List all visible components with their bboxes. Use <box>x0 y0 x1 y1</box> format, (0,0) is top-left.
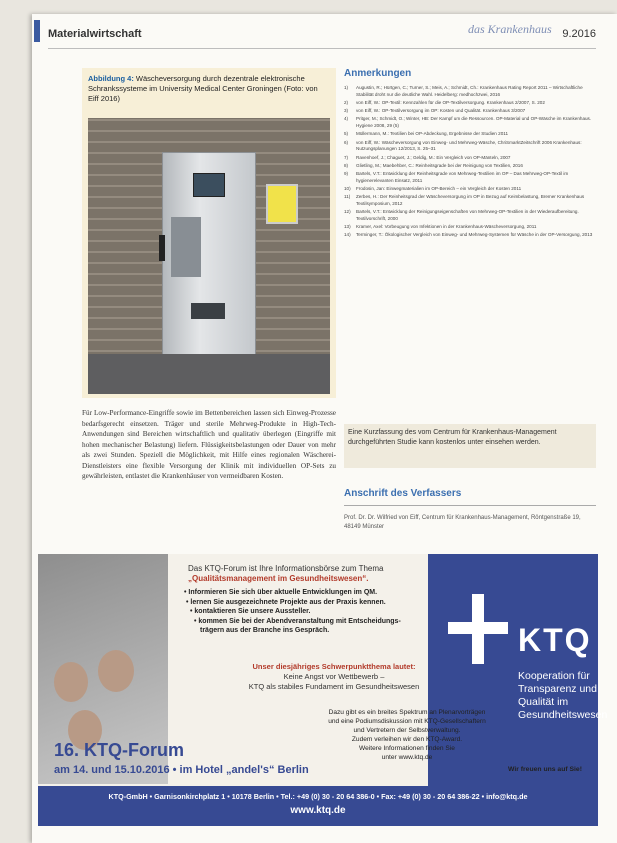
reference-item: 12) Bartels, V.T.: Entwicklung der Reinigungseigenschaften von Mehrweg-OP-Textilien in der Wiederaufbereitung. Textilvorschrift, 2000 <box>344 209 579 221</box>
ad-focus <box>224 662 444 692</box>
address-title: Anschrift des Verfassers <box>344 488 462 499</box>
annotations-title: Anmerkungen <box>344 68 412 79</box>
ad-website-link[interactable]: www.ktq.de <box>290 805 346 816</box>
ad-bullet: • kontaktieren Sie unsere Aussteller. <box>190 608 311 615</box>
header-divider <box>48 48 596 49</box>
ad-detail-line: Zudem verleihen wir den KTQ-Award. <box>351 736 463 743</box>
ad-contact: KTQ-GmbH • Garnisonkirchplatz 1 • 10178 Berlin • Tel.: +49 (0) 30 - 20 64 386-0 • Fax: +49 (0) 30 - 20 64 386-22 • info@ktq.de <box>108 792 528 801</box>
ad-thanks: Wir freuen uns auf Sie! <box>508 766 582 773</box>
figure-caption-text: Wäscheversorgung durch dezentrale elektronische Schrankssysteme im University Medical Center Groningen (Foto: von Eiff 2016) <box>88 74 318 103</box>
ad-footer <box>38 786 598 826</box>
cabinet-handset <box>159 235 165 261</box>
person-face <box>54 662 88 702</box>
author-address: Prof. Dr. Dr. Wilfried von Eiff, Centrum für Krankenhaus-Management, Röntgenstraße 19, 48149 Münster <box>344 515 581 530</box>
ad-focus-line: Keine Angst vor Wettbewerb – <box>283 672 385 681</box>
ktq-advertisement <box>38 554 608 826</box>
reference-item: 10) Frodosin, Jan: Einwegmaterialien im OP-Bereich – ein Vergleich der Kosten 2011 <box>344 185 522 191</box>
ad-bullet: • kommen Sie bei der Abendveranstaltung mit Entscheidungs- <box>194 617 401 625</box>
ad-detail-line: und eine Podiumsdiskussion mit KTQ-Gesellschaftern <box>328 718 486 725</box>
ktq-claim: Kooperation für Transparenz und Qualität im Gesundheitswesen <box>518 670 608 721</box>
ad-bullet: • Informieren Sie sich über aktuelle Entwicklungen im QM. <box>184 589 378 596</box>
section-title: Materialwirtschaft <box>48 28 142 40</box>
ad-bullet-list <box>176 588 436 636</box>
reference-item: 13) Kramer, Axel: Vorbeugung von Infektionen in der Krankenhaus-Wäscheversorgung, 2011 <box>344 224 537 230</box>
reference-item: 9) Bartels, V.T.: Entwicklung der Reinheitsgrade von Mehrweg-Textilien im OP – Das Mehrweg-OP-Textil im hygienerelevanten Einsatz, 2011 <box>344 170 569 183</box>
ktq-cross-icon <box>448 594 508 664</box>
annotations-column <box>344 68 596 240</box>
reference-item: 8) Glietling, M.; Maebehber, C.: Reinheitsgrade bei der Reinigung von Textilien, 2016 <box>344 162 523 168</box>
study-notice: Eine Kurzfassung des vom Centrum für Krankenhaus-Management durchgeführten Studie kann kostenlos unter einsehen werden. <box>344 424 596 468</box>
reference-item: 4) Pritger, M.; Schmidt, O.; Winter, HB: Der Kampf um die Ressourcen. OP-Material und OP-Wäsche im Krankenhaus. Hygiene 2008, 29 (5) <box>344 116 592 129</box>
ad-theme: „Qualitätsmanagement im Gesundheitswesen“. <box>188 574 369 583</box>
ad-detail-line: Dazu gibt es ein breites Spektrum an Plenarvorträgen <box>328 709 486 716</box>
ad-detail-line: unter www.ktq.de <box>381 754 433 761</box>
ad-details <box>282 708 532 762</box>
laundry-cabinet-photo <box>88 118 330 394</box>
figure-box <box>82 68 336 398</box>
cabinet-keypad <box>171 217 201 277</box>
ad-event-date: am 14. und 15.10.2016 • im Hotel „andel's“ Berlin <box>54 764 309 776</box>
figure-label: Abbildung 4: <box>88 74 134 83</box>
linen-cabinet <box>162 152 256 384</box>
ad-focus-title: Unser diesjähriges Schwerpunktthema lautet: <box>252 662 416 671</box>
ad-focus-line: KTQ als stabiles Fundament im Gesundheitswesen <box>248 682 420 691</box>
reference-item: 3) von Eiff, W.: OP-Textilversorgung im OP: Kosten und Qualität. Krankenhaus 3/2007 <box>344 108 526 114</box>
cabinet-screen <box>193 173 225 197</box>
ad-detail-line: Weitere Informationen finden Sie <box>359 745 455 752</box>
address-divider <box>344 505 596 506</box>
ad-intro-text: Das KTQ-Forum ist Ihre Informationsbörse zum Thema <box>188 564 384 573</box>
reference-item: 6) von Eiff, W.: Wäscheversorgung von Einweg- und Mehrweg-Wäsche, ChriSmarktZeitschrift 2006 Krankenhaus: Nutzungsplanungen 12/2013, S. 25–31 <box>344 139 582 152</box>
ktq-logo: KTQ <box>518 622 592 658</box>
floor <box>88 354 330 394</box>
issue-number: 9.2016 <box>562 28 596 40</box>
wall-sign <box>266 184 298 224</box>
reference-item: 1) Augustin, R.; Hürtgen, C.; Turner, S.; Meis, A.; Schmidt, Ch.: Krankenhaus Rating Report 2011 – Wirtschaftliche Stabilität droht nur die deutliche Wahl. Heidelberg: medhochzwei, 2016 <box>344 85 583 97</box>
reference-list <box>344 85 596 239</box>
cabinet-slot <box>191 303 225 319</box>
reference-item: 2) von Eiff, W.: OP-Textil: Kennzahlen für die OP-Textilversorgung. Krankenhaus 2/2007, S. 202 <box>344 99 545 105</box>
page-header <box>48 24 596 46</box>
reference-item: 14) Terminger, T.: Ökologischer Vergleich von Einweg- und Mehrweg-Systemen für Wäsche in der OP-Versorgung, 2013 <box>344 232 593 238</box>
figure-caption <box>88 74 330 104</box>
ad-event-title: 16. KTQ-Forum <box>54 740 185 760</box>
magazine-logo: das Krankenhaus <box>468 22 552 36</box>
ad-intro <box>188 564 428 584</box>
ad-detail-line: und Vertretern der Selbstverwaltung. <box>353 727 461 734</box>
reference-item: 5) Müllermann, M.: Textilien bei OP-Abdeckung, Ergebnisse der Studien 2011 <box>344 131 509 137</box>
section-tab <box>34 20 40 42</box>
ad-bullet: trägern aus der Branche ins Gespräch. <box>200 627 330 634</box>
reference-item: 11) Zerbes, H.: Der Reinheitsgrad der Wäscheversorgung im OP in Bezug auf Keimbelastung, Bremer Krankenhaus Textilsymposium, 2012 <box>344 194 585 206</box>
person-face <box>98 650 134 692</box>
ad-bullet: • lernen Sie ausgezeichnete Projekte aus der Praxis kennen. <box>186 598 386 606</box>
body-paragraph: Für Low-Performance-Eingriffe sowie im Bettenbereichen lassen sich Einweg-Prozesse bedarfsgerecht einsetzen. Träger und sterile Mehrweg-Produkte in High-Tech-Anwendungen sind Bereichen wirtschaftlich und qualitativ überlegen (Eingriffe mit hohen mechanischer Belastung) liefern. Flüssigkeitsbelastungen oder Dauer von mehr als zwei Stunden. Speziell die Möglichkeit, mit Hilfe eines regionalen Wäscherei-Dienstleisters eine flexible Versorgung der Klinik mit individuellen OP-Sets zu gewährleisten, entlastet die Krankenhäuser von vermeidbaren Kosten. <box>82 409 336 480</box>
reference-item: 7) Ravenhoef, J.; Chaguet, J.; Geldig, M.: Ein Vergleich von OP-Mänteln, 2007 <box>344 154 511 160</box>
